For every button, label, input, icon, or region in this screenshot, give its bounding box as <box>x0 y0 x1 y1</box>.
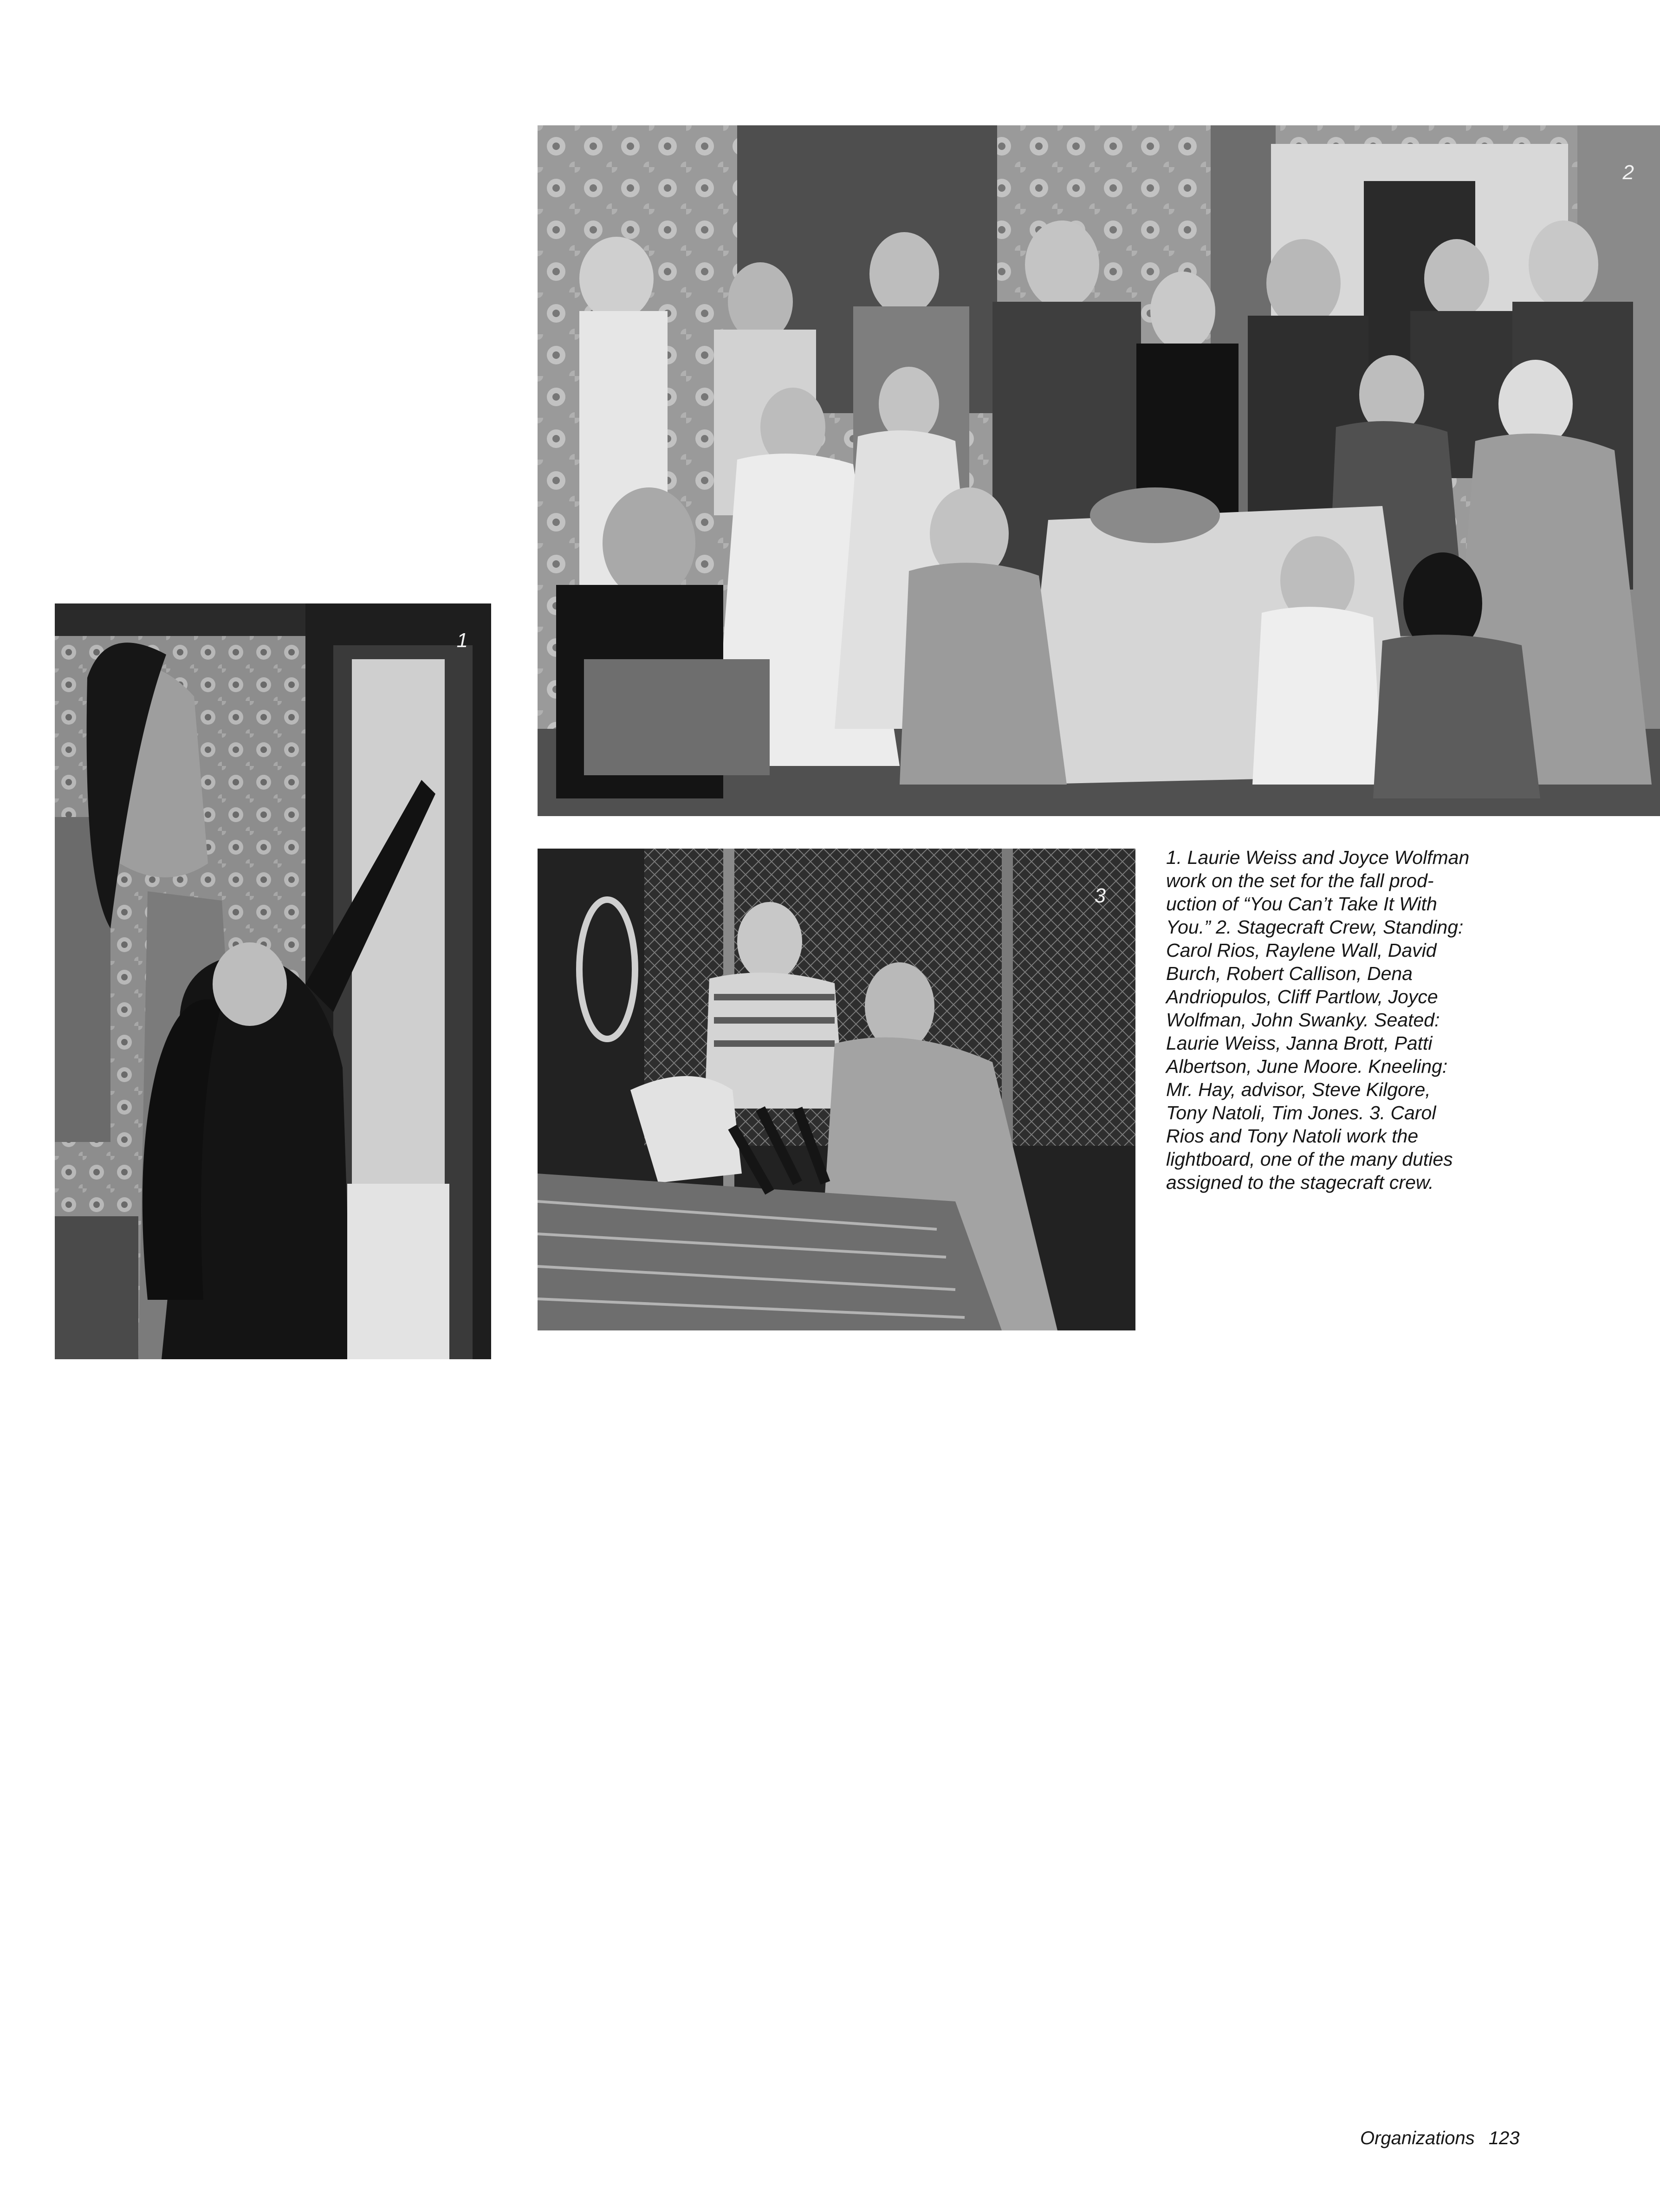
caption-line: Mr. Hay, advisor, Steve Kilgore, <box>1166 1079 1431 1100</box>
caption-line: Tony Natoli, Tim Jones. 3. Carol <box>1166 1102 1436 1123</box>
photo-set-painting-image <box>55 603 491 1359</box>
photo-stagecraft-crew <box>538 125 1660 816</box>
caption-line: Carol Rios, Raylene Wall, David <box>1166 940 1437 961</box>
photo-set-painting <box>55 603 491 1359</box>
caption-line: 1. Laurie Weiss and Joyce Wolfman <box>1166 847 1470 868</box>
caption-line: assigned to the stagecraft crew. <box>1166 1172 1434 1193</box>
section-name: Organizations <box>1360 2128 1475 2148</box>
photo-number: 3 <box>1094 884 1106 907</box>
photo-number: 2 <box>1622 161 1634 184</box>
photo-lightboard-image <box>538 849 1135 1330</box>
caption-line: Albertson, June Moore. Kneeling: <box>1166 1056 1448 1077</box>
caption-line: Burch, Robert Callison, Dena <box>1166 963 1413 984</box>
caption-line: Wolfman, John Swanky. Seated: <box>1166 1009 1440 1031</box>
photo-stagecraft-crew-image <box>538 125 1660 816</box>
caption-line: work on the set for the fall prod- <box>1166 870 1434 891</box>
caption-line: Rios and Tony Natoli work the <box>1166 1125 1419 1147</box>
caption-line: lightboard, one of the many duties <box>1166 1148 1453 1170</box>
caption-line: You.” 2. Stagecraft Crew, Standing: <box>1166 916 1464 938</box>
page-number: 123 <box>1488 2128 1520 2148</box>
caption-line: Andriopulos, Cliff Partlow, Joyce <box>1166 986 1438 1007</box>
photo-caption <box>1166 846 1547 1194</box>
caption-line: uction of “You Can’t Take It With <box>1166 893 1437 915</box>
page-folio <box>1360 2129 1564 2147</box>
caption-line: Laurie Weiss, Janna Brott, Patti <box>1166 1032 1433 1054</box>
photo-number: 1 <box>456 629 468 652</box>
photo-lightboard <box>538 849 1135 1330</box>
